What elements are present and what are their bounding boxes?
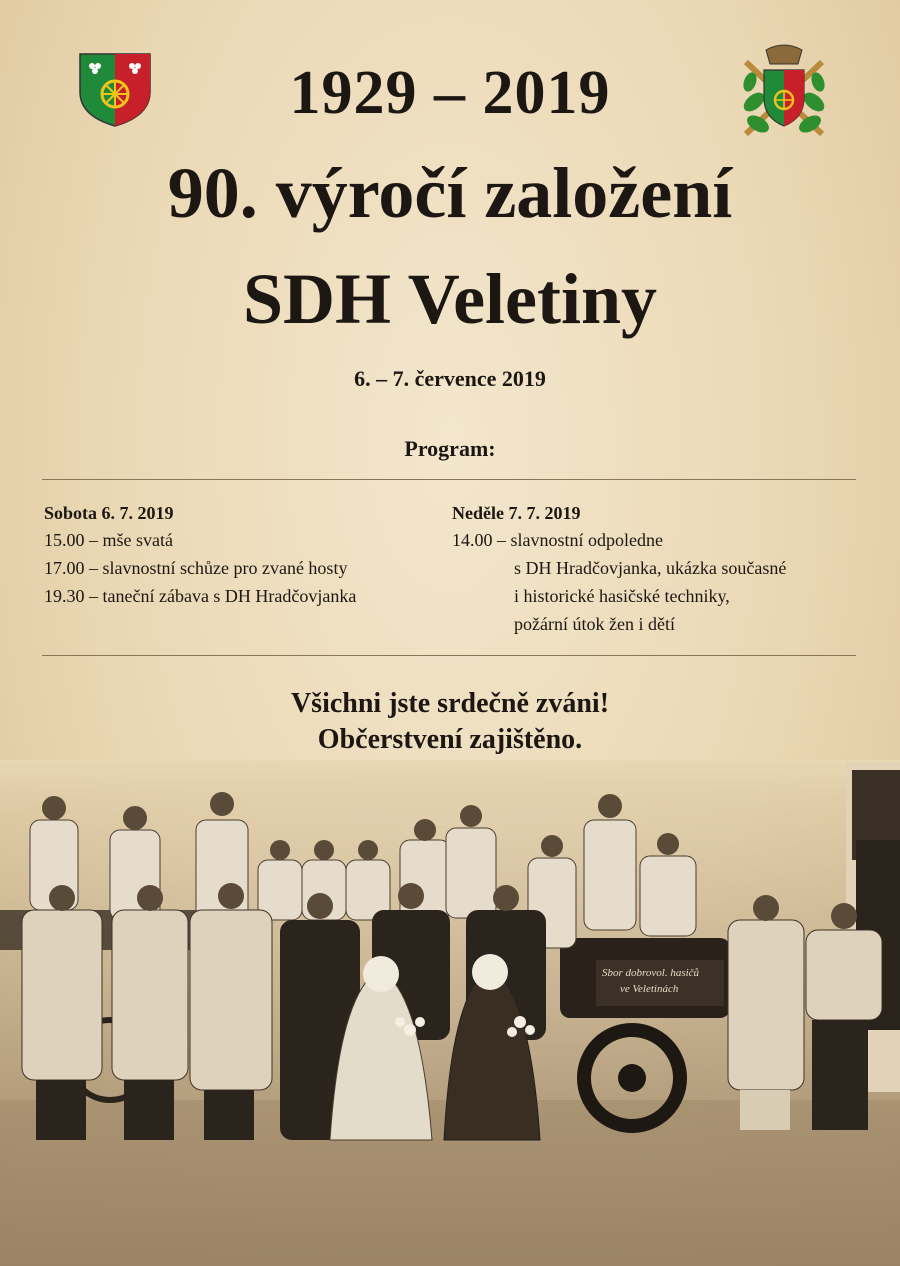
anniversary-years: 1929 – 2019 — [289, 59, 611, 127]
sunday-title: Neděle 7. 7. 2019 — [452, 503, 581, 523]
invitation-line-1: Všichni jste srdečně zváni! — [290, 688, 610, 719]
sunday-program — [452, 500, 786, 638]
saturday-item: 19.30 – taneční zábava s DH Hradčovjanka — [44, 586, 357, 606]
svg-text:ve Veletinách: ve Veletinách — [620, 983, 679, 995]
saturday-item: 15.00 – mše svatá — [44, 530, 173, 550]
title-line-2: SDH Veletiny — [242, 259, 658, 339]
invitation-line-2: Občerstvení zajištěno. — [317, 724, 583, 755]
divider-bottom — [42, 655, 856, 656]
saturday-program — [44, 500, 356, 610]
sunday-item: i historické hasičské techniky, — [514, 586, 730, 606]
program-label: Program: — [404, 436, 496, 461]
title-line-1: 90. výročí založení — [167, 153, 733, 233]
saturday-item: 17.00 – slavnostní schůze pro zvané hosty — [44, 558, 348, 578]
historical-firefighters-photo — [0, 760, 900, 1266]
saturday-title: Sobota 6. 7. 2019 — [44, 503, 174, 523]
divider-top — [42, 479, 856, 480]
sunday-item: požární útok žen i dětí — [514, 614, 675, 634]
sunday-item: 14.00 – slavnostní odpoledne — [452, 530, 663, 550]
sunday-item: s DH Hradčovjanka, ukázka současné — [514, 558, 787, 578]
svg-text:Sbor dobrovol. hasičů: Sbor dobrovol. hasičů — [602, 967, 700, 979]
event-dates: 6. – 7. července 2019 — [354, 366, 546, 391]
